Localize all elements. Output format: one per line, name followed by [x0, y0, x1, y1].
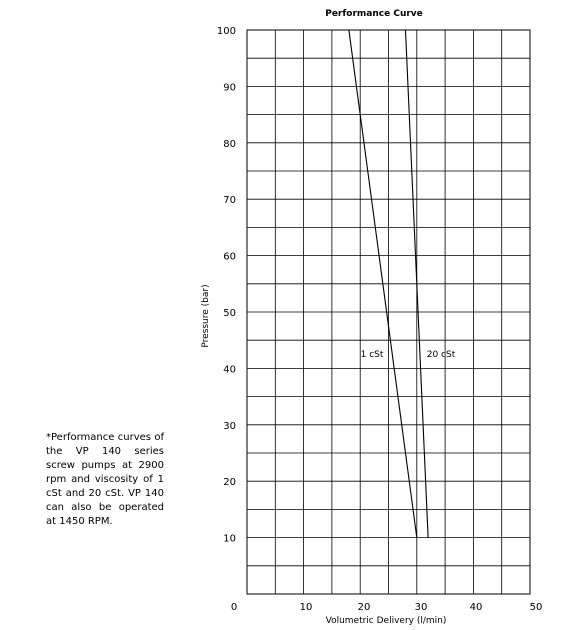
- x-tick-label: 10: [299, 602, 313, 613]
- origin-tick-label: 0: [230, 602, 238, 613]
- y-tick-label: 80: [223, 138, 236, 150]
- y-tick-label: 90: [223, 82, 236, 94]
- series-label-1: 1 cSt: [360, 350, 384, 360]
- series-labels: [361, 350, 456, 360]
- y-tick-label: 30: [223, 420, 236, 432]
- y-tick-label: 70: [223, 195, 236, 207]
- chart-title: Performance Curve: [325, 9, 423, 19]
- y-tick-label: 50: [223, 308, 236, 319]
- x-tick-label: 50: [529, 602, 543, 613]
- x-tick-label: 20: [357, 602, 371, 613]
- x-tick-label: 30: [414, 602, 428, 613]
- grid: [247, 30, 530, 594]
- y-axis-title: Pressure (bar): [201, 284, 211, 348]
- y-tick-label: 40: [223, 364, 236, 376]
- y-tick-label: 100: [216, 26, 236, 37]
- x-tick-label: 40: [469, 602, 483, 613]
- y-tick-label: 20: [223, 477, 236, 489]
- series-label-2: 20 cSt: [426, 350, 456, 360]
- footnote: *Performance curves of the VP 140 series screw pumps at 2900 rpm and viscosity of 1 cSt and 20 cSt. VP 140 can also be operated at 1450 RPM.: [46, 432, 164, 527]
- x-axis-title: Volumetric Delivery (l/min): [325, 616, 447, 626]
- y-tick-label: 60: [223, 251, 236, 263]
- tick-labels: [217, 26, 542, 613]
- y-tick-label: 10: [223, 533, 236, 545]
